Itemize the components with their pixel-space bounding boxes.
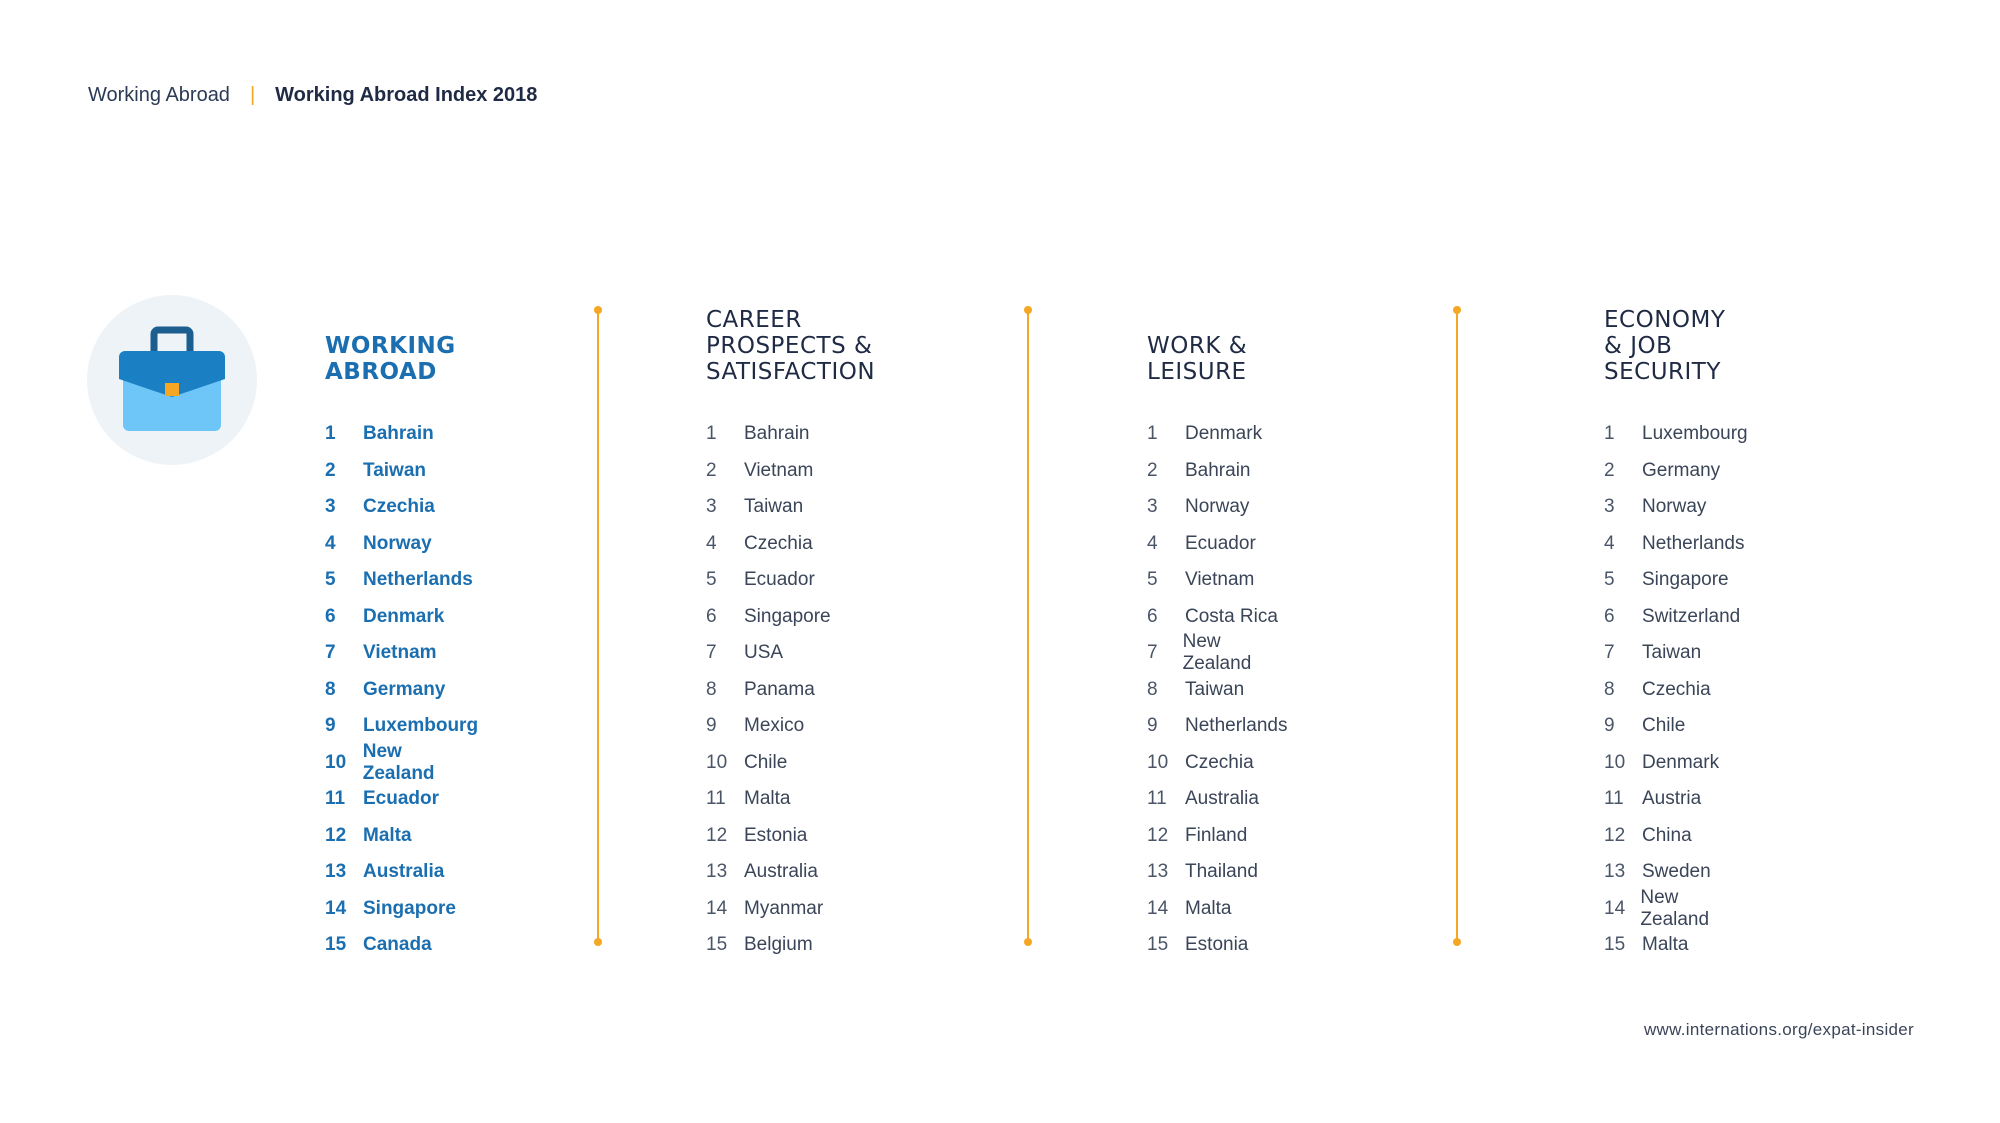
briefcase-icon <box>87 295 257 465</box>
country-name: Bahrain <box>1185 459 1251 481</box>
country-name: Taiwan <box>744 496 804 518</box>
country-name: Canada <box>363 934 432 956</box>
rank-number: 12 <box>1147 824 1169 846</box>
rank-number: 15 <box>1147 934 1169 956</box>
list-item <box>325 781 478 818</box>
country-name: Thailand <box>1185 861 1258 883</box>
column-divider <box>1027 310 1029 942</box>
rank-number: 5 <box>1604 569 1615 591</box>
list-item <box>325 416 478 453</box>
list-item <box>325 489 478 526</box>
rank-number: 12 <box>1604 824 1626 846</box>
rank-number: 2 <box>1147 459 1158 481</box>
list-item <box>1147 672 1287 709</box>
rank-number: 5 <box>1147 569 1158 591</box>
list-item <box>325 854 478 891</box>
rank-number: 7 <box>1604 642 1615 664</box>
list-item <box>1604 453 1748 490</box>
rank-number: 14 <box>325 897 347 919</box>
rank-number: 4 <box>1147 532 1158 554</box>
column-title-line: ABROAD <box>325 359 437 385</box>
rank-number: 8 <box>325 678 336 700</box>
rank-number: 15 <box>1604 934 1626 956</box>
list-item <box>325 599 478 636</box>
rank-number: 11 <box>1147 788 1167 810</box>
list-item <box>1147 416 1287 453</box>
list-item <box>706 745 831 782</box>
column-title-line: WORKING <box>325 333 456 359</box>
rank-number: 12 <box>706 824 728 846</box>
rank-number: 13 <box>706 861 728 883</box>
list-item <box>1147 562 1287 599</box>
list-item <box>1147 599 1287 636</box>
country-name: Norway <box>1642 496 1707 518</box>
list-item <box>1604 886 1748 930</box>
country-name: Denmark <box>1642 751 1720 773</box>
list-item <box>325 740 478 784</box>
country-name: Netherlands <box>363 569 473 591</box>
rank-number: 1 <box>1604 423 1615 445</box>
ranking-list <box>1604 416 1748 964</box>
country-name: Singapore <box>1642 569 1729 591</box>
list-item <box>1604 854 1748 891</box>
country-name: Finland <box>1185 824 1248 846</box>
list-item <box>706 891 831 928</box>
rank-number: 9 <box>325 715 336 737</box>
rank-number: 2 <box>1604 459 1615 481</box>
column-title-line: CAREER <box>706 307 802 333</box>
country-name: Taiwan <box>363 459 426 481</box>
country-name: Malta <box>363 824 412 846</box>
rank-number: 10 <box>706 751 728 773</box>
list-item <box>706 818 831 855</box>
country-name: China <box>1642 824 1692 846</box>
rank-number: 9 <box>1604 715 1615 737</box>
rank-number: 14 <box>1147 897 1169 919</box>
list-item <box>706 854 831 891</box>
country-name: Malta <box>744 788 791 810</box>
list-item <box>1147 526 1287 563</box>
list-item <box>1604 562 1748 599</box>
rank-number: 2 <box>325 459 336 481</box>
list-item <box>1604 599 1748 636</box>
list-item <box>706 927 831 964</box>
list-item <box>325 708 478 745</box>
breadcrumb-current: Working Abroad Index 2018 <box>275 84 538 106</box>
rank-number: 9 <box>706 715 717 737</box>
column-divider <box>597 310 599 942</box>
rank-number: 3 <box>1604 496 1615 518</box>
rank-number: 2 <box>706 459 717 481</box>
country-name: Estonia <box>744 824 808 846</box>
list-item <box>1147 489 1287 526</box>
column-title-line: ECONOMY <box>1604 307 1726 333</box>
country-name: Chile <box>1642 715 1686 737</box>
country-name: Chile <box>744 751 788 773</box>
rank-number: 14 <box>706 897 728 919</box>
breadcrumb <box>88 84 537 107</box>
country-name: Taiwan <box>1642 642 1702 664</box>
country-name: Luxembourg <box>363 715 479 737</box>
list-item <box>1604 927 1748 964</box>
list-item <box>325 818 478 855</box>
rank-number: 12 <box>325 824 347 846</box>
list-item <box>1147 453 1287 490</box>
rank-number: 1 <box>325 423 336 445</box>
column-title <box>1604 307 1844 385</box>
rank-number: 11 <box>706 788 726 810</box>
country-name: Bahrain <box>744 423 810 445</box>
rank-number: 13 <box>1147 861 1169 883</box>
country-name: Vietnam <box>744 459 814 481</box>
rank-number: 9 <box>1147 715 1158 737</box>
rank-number: 1 <box>1147 423 1158 445</box>
rank-number: 13 <box>325 861 347 883</box>
list-item <box>706 453 831 490</box>
country-name: Bahrain <box>363 423 434 445</box>
list-item <box>325 635 478 672</box>
list-item <box>325 526 478 563</box>
country-name: Malta <box>1185 897 1232 919</box>
country-name: Denmark <box>363 605 445 627</box>
country-name: Sweden <box>1642 861 1711 883</box>
country-name: Estonia <box>1185 934 1249 956</box>
list-item <box>706 635 831 672</box>
rank-number: 14 <box>1604 897 1626 919</box>
rank-number: 10 <box>325 751 347 773</box>
country-name: Vietnam <box>363 642 437 664</box>
country-name: Panama <box>744 678 815 700</box>
country-name: Norway <box>363 532 432 554</box>
rank-number: 10 <box>1147 751 1169 773</box>
rank-number: 15 <box>706 934 728 956</box>
country-name: Czechia <box>1642 678 1711 700</box>
briefcase-icon-badge <box>87 295 257 465</box>
country-name: Norway <box>1185 496 1250 518</box>
rank-number: 3 <box>325 496 336 518</box>
country-name: Switzerland <box>1642 605 1741 627</box>
list-item <box>706 526 831 563</box>
country-name: Germany <box>363 678 446 700</box>
rank-number: 15 <box>325 934 347 956</box>
country-name: Ecuador <box>363 788 440 810</box>
list-item <box>1147 854 1287 891</box>
list-item <box>1147 781 1287 818</box>
list-item <box>706 599 831 636</box>
country-name: Malta <box>1642 934 1689 956</box>
source-link[interactable]: www.internations.org/expat-insider <box>1643 1020 1914 1039</box>
rank-number: 10 <box>1604 751 1626 773</box>
list-item <box>1147 891 1287 928</box>
country-name: Germany <box>1642 459 1721 481</box>
column-title-line: LEISURE <box>1147 359 1247 385</box>
column-title-line: PROSPECTS & <box>706 333 873 359</box>
list-item <box>1604 745 1748 782</box>
list-item <box>1147 927 1287 964</box>
country-name: Belgium <box>744 934 813 956</box>
country-name: Taiwan <box>1185 678 1245 700</box>
list-item <box>706 708 831 745</box>
list-item <box>325 562 478 599</box>
column-title <box>325 333 565 385</box>
rank-number: 11 <box>1604 788 1624 810</box>
list-item <box>1147 818 1287 855</box>
country-name: Denmark <box>1185 423 1263 445</box>
ranking-list <box>1147 416 1287 964</box>
list-item <box>1147 708 1287 745</box>
list-item <box>1604 672 1748 709</box>
breadcrumb-separator: | <box>249 84 256 106</box>
list-item <box>1147 631 1287 675</box>
column-title-line: SECURITY <box>1604 359 1721 385</box>
country-name: Australia <box>1185 788 1259 810</box>
country-name: Singapore <box>744 605 831 627</box>
list-item <box>706 489 831 526</box>
country-name: Netherlands <box>1642 532 1745 554</box>
ranking-list <box>706 416 831 964</box>
list-item <box>1604 818 1748 855</box>
country-name: Australia <box>744 861 818 883</box>
rank-number: 7 <box>706 642 717 664</box>
rank-number: 7 <box>1147 642 1158 664</box>
rank-number: 8 <box>706 678 717 700</box>
column-title-line: & JOB <box>1604 333 1673 359</box>
list-item <box>1604 416 1748 453</box>
rank-number: 4 <box>706 532 717 554</box>
list-item <box>325 453 478 490</box>
rank-number: 1 <box>706 423 717 445</box>
rank-number: 11 <box>325 788 346 810</box>
rank-number: 6 <box>325 605 336 627</box>
country-name: Austria <box>1642 788 1702 810</box>
rank-number: 6 <box>1147 605 1158 627</box>
country-name: Singapore <box>363 897 456 919</box>
country-name: New Zealand <box>1640 886 1710 930</box>
rank-number: 3 <box>706 496 717 518</box>
country-name: Netherlands <box>1185 715 1288 737</box>
rank-number: 4 <box>325 532 336 554</box>
list-item <box>1604 489 1748 526</box>
country-name: Ecuador <box>1185 532 1256 554</box>
list-item <box>706 562 831 599</box>
list-item <box>325 891 478 928</box>
column-title-line: SATISFACTION <box>706 359 876 385</box>
rank-number: 8 <box>1604 678 1615 700</box>
list-item <box>325 672 478 709</box>
country-name: Czechia <box>744 532 813 554</box>
rank-number: 7 <box>325 642 336 664</box>
rank-number: 3 <box>1147 496 1158 518</box>
list-item <box>1604 526 1748 563</box>
ranking-list <box>325 416 478 964</box>
column-divider <box>1456 310 1458 942</box>
list-item <box>706 416 831 453</box>
country-name: Luxembourg <box>1642 423 1748 445</box>
list-item <box>1604 781 1748 818</box>
rank-number: 5 <box>325 569 336 591</box>
country-name: New Zealand <box>362 740 435 784</box>
list-item <box>706 672 831 709</box>
breadcrumb-parent-link[interactable]: Working Abroad <box>88 84 230 106</box>
rank-number: 8 <box>1147 678 1158 700</box>
list-item <box>1604 708 1748 745</box>
list-item <box>1604 635 1748 672</box>
rank-number: 4 <box>1604 532 1615 554</box>
country-name: Australia <box>363 861 445 883</box>
column-title <box>706 307 946 385</box>
rank-number: 6 <box>706 605 717 627</box>
rank-number: 6 <box>1604 605 1615 627</box>
rank-number: 13 <box>1604 861 1626 883</box>
rank-number: 5 <box>706 569 717 591</box>
country-name: USA <box>744 642 784 664</box>
country-name: New Zealand <box>1182 631 1252 675</box>
country-name: Czechia <box>1185 751 1254 773</box>
column-title-line: WORK & <box>1147 333 1248 359</box>
country-name: Vietnam <box>1185 569 1255 591</box>
list-item <box>325 927 478 964</box>
country-name: Ecuador <box>744 569 815 591</box>
country-name: Czechia <box>363 496 435 518</box>
list-item <box>706 781 831 818</box>
country-name: Costa Rica <box>1185 605 1278 627</box>
list-item <box>1147 745 1287 782</box>
column-title <box>1147 333 1387 385</box>
country-name: Myanmar <box>744 897 824 919</box>
country-name: Mexico <box>744 715 805 737</box>
